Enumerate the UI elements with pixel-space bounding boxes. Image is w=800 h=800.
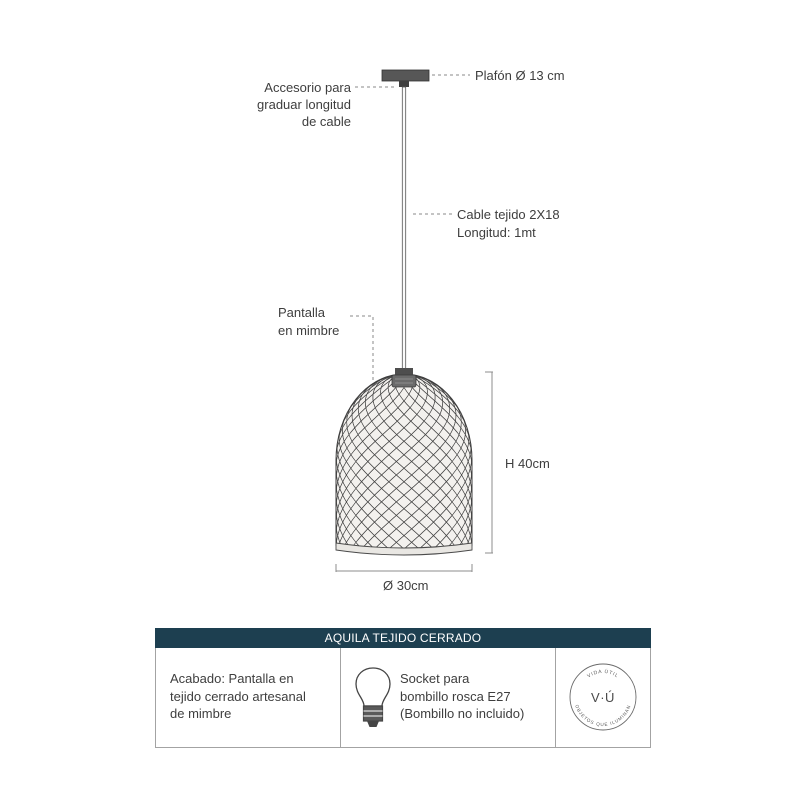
finish-line: Acabado: Pantalla en (170, 671, 294, 686)
finish-line: de mimbre (170, 706, 232, 721)
accessory-label-line: Accesorio para (264, 80, 351, 95)
shade-label (278, 304, 339, 340)
logo-bottom-text: OBJETOS QUE ILUMINAN (574, 703, 632, 728)
ceiling-canopy (382, 70, 429, 81)
socket-line: bombillo rosca E27 (400, 688, 511, 704)
lamp-shade (336, 368, 472, 558)
accessory-label-line: de cable (301, 114, 351, 129)
cable-label (457, 206, 560, 242)
shade-leader-line (350, 316, 373, 396)
diameter-dimension-line (336, 564, 472, 572)
canopy-label-text: Plafón Ø 13 cm (475, 68, 565, 83)
diameter-label-text: Ø 30cm (383, 578, 429, 593)
canopy-label (475, 67, 565, 84)
cable-label-line: Cable tejido 2X18 (457, 207, 560, 222)
finish-cell (170, 670, 306, 723)
accessory-label-line: graduar longitud (257, 97, 351, 112)
shade-label-line: en mimbre (278, 323, 340, 338)
table-divider (555, 648, 556, 747)
table-divider (340, 648, 341, 747)
socket-line: (Bombillo no incluido) (400, 706, 525, 721)
socket-cell (400, 670, 524, 723)
table-header (155, 628, 651, 648)
height-label-text: H 40cm (505, 456, 550, 471)
height-dimension-line (485, 372, 493, 553)
shade-label-line: Pantalla (278, 305, 325, 320)
accessory-label (257, 79, 351, 130)
logo-top-text: VIDA ÚTIL (586, 668, 620, 680)
socket-line: Socket para (400, 671, 470, 686)
diameter-label (383, 577, 429, 594)
logo-mark: V·Ú (591, 690, 615, 705)
fabric-cable (402, 87, 405, 370)
product-name: AQUILA TEJIDO CERRADO (324, 631, 482, 645)
finish-line: tejido cerrado artesanal (170, 688, 306, 704)
cable-length-adjuster (399, 81, 409, 87)
height-label (505, 455, 550, 472)
cable-label-line: Longitud: 1mt (457, 225, 536, 240)
socket-cap (392, 368, 416, 387)
